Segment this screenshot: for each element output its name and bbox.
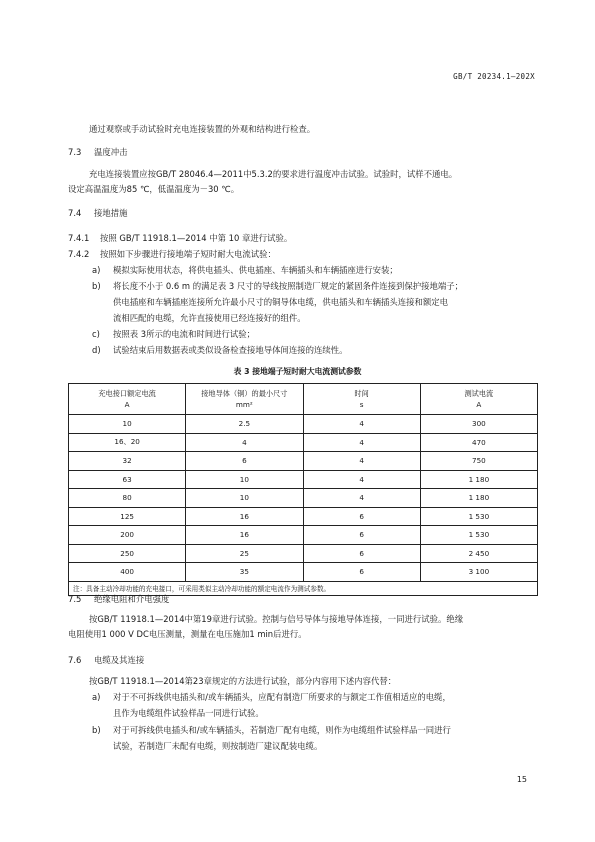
section-7-3-heading xyxy=(68,146,128,158)
clause-7-4-1 xyxy=(68,232,292,244)
table-cell: 4 xyxy=(303,415,420,434)
table-cell: 6 xyxy=(303,544,420,563)
list-mark: a) xyxy=(92,265,101,275)
section-7-6-heading xyxy=(68,654,144,666)
table-cell: 1 530 xyxy=(420,526,537,545)
list-mark: d) xyxy=(92,345,101,355)
list-item-text: 流相匹配的电缆，允许直接使用已经连接好的组件。 xyxy=(113,313,306,323)
table-cell: 32 xyxy=(69,452,186,471)
list-item-text: 将长度不小于 0.6 m 的满足表 3 尺寸的导线按照制造厂规定的紧固条件连接到保护接地端子； xyxy=(113,281,463,291)
list-item-text: 按照表 3所示的电流和时间进行试验； xyxy=(113,329,255,339)
table-row xyxy=(69,452,538,471)
list-item-text: 且作为电缆组件试验样品一同进行试验。 xyxy=(113,708,264,718)
clause-text: 按照 GB/T 11918.1—2014 中第 10 章进行试验。 xyxy=(99,233,293,243)
table-cell: 16 xyxy=(186,526,303,545)
table-cell: 200 xyxy=(69,526,186,545)
list-mark: b) xyxy=(92,281,101,291)
standard-code-header: GB/T 20234.1—202X xyxy=(453,72,535,81)
table-cell: 16、20 xyxy=(69,433,186,452)
clause-text: 按照如下步骤进行接地端子短时耐大电流试验： xyxy=(99,249,276,259)
table-cell: 10 xyxy=(69,415,186,434)
table-row xyxy=(69,507,538,526)
section-title: 绝缘电阻和介电强度 xyxy=(94,594,170,604)
table-cell: 750 xyxy=(420,452,537,471)
column-header: 接地导体（铜）的最小尺寸 mm² xyxy=(186,384,303,415)
table-row xyxy=(69,526,538,545)
section-number: 7.5 xyxy=(68,594,82,604)
table-header-row xyxy=(69,384,538,415)
list-item-text: 对于不可拆线供电插头和/或车辆插头，应配有制造厂所要求的与额定工作值相适应的电缆， xyxy=(113,692,451,702)
table-cell: 4 xyxy=(186,433,303,452)
section-number: 7.4 xyxy=(68,208,82,218)
table-cell: 125 xyxy=(69,507,186,526)
column-header: 时间 s xyxy=(303,384,420,415)
list-mark: b) xyxy=(92,725,101,735)
section-title: 接地措施 xyxy=(94,208,128,218)
list-item-text: 试验结束后用数据表或类似设备检查接地导体间连接的连续性。 xyxy=(113,345,348,355)
table-cell: 470 xyxy=(420,433,537,452)
section-number: 7.6 xyxy=(68,655,82,665)
table-3 xyxy=(68,383,538,596)
section-number: 7.3 xyxy=(68,147,82,157)
table-cell: 10 xyxy=(186,489,303,508)
column-header: 测试电流 A xyxy=(420,384,537,415)
table-cell: 4 xyxy=(303,452,420,471)
table-cell: 6 xyxy=(303,563,420,582)
table-cell: 300 xyxy=(420,415,537,434)
section-7-4-heading xyxy=(68,207,128,219)
table-row xyxy=(69,544,538,563)
list-mark: c) xyxy=(92,329,100,339)
table-row xyxy=(69,563,538,582)
section-title: 温度冲击 xyxy=(94,147,128,157)
table-cell: 35 xyxy=(186,563,303,582)
table-cell: 6 xyxy=(186,452,303,471)
table-cell: 2.5 xyxy=(186,415,303,434)
table-row xyxy=(69,433,538,452)
list-item-text: 对于可拆线供电插头和/或车辆插头，若制造厂配有电缆，则作为电缆组件试验样品一同进行 xyxy=(113,725,451,735)
table-cell: 80 xyxy=(69,489,186,508)
table-row xyxy=(69,470,538,489)
intro-paragraph: 通过观察或手动试验时充电连接装置的外观和结构进行检查。 xyxy=(89,124,316,134)
table-cell: 1 180 xyxy=(420,489,537,508)
table-cell: 16 xyxy=(186,507,303,526)
table-cell: 2 450 xyxy=(420,544,537,563)
table-cell: 25 xyxy=(186,544,303,563)
paragraph-line: 设定高温温度为85 ℃，低温温度为－30 ℃。 xyxy=(68,184,240,194)
paragraph-line: 充电连接装置应按GB/T 28046.4—2011中5.3.2的要求进行温度冲击试验。试验时，试样不通电。 xyxy=(89,169,458,179)
table-cell: 250 xyxy=(69,544,186,563)
column-header: 充电接口额定电流 A xyxy=(69,384,186,415)
paragraph-line: 按GB/T 11918.1—2014中第19章进行试验。控制与信号导体与接地导体连接，一同进行试验。绝缘 xyxy=(89,614,464,624)
section-title: 电缆及其连接 xyxy=(94,655,145,665)
table-cell: 6 xyxy=(303,507,420,526)
page-number: 15 xyxy=(516,775,527,784)
clause-7-4-2 xyxy=(68,248,276,260)
table-cell: 4 xyxy=(303,489,420,508)
table-cell: 400 xyxy=(69,563,186,582)
list-mark: a) xyxy=(92,692,101,702)
table-cell: 1 530 xyxy=(420,507,537,526)
table-caption: 表 3 接地端子短时耐大电流测试参数 xyxy=(233,367,362,376)
section-7-5-heading xyxy=(68,593,169,605)
list-item-text: 试验，若制造厂未配有电缆，则按制造厂建议配装电缆。 xyxy=(113,741,323,751)
paragraph-line: 电阻使用1 000 V DC电压测量，测量在电压施加1 min后进行。 xyxy=(68,629,307,639)
table-cell: 6 xyxy=(303,526,420,545)
paragraph-line: 按GB/T 11918.1—2014第23章规定的方法进行试验，部分内容用下述内容代替： xyxy=(89,676,397,686)
table-cell: 3 100 xyxy=(420,563,537,582)
table-cell: 4 xyxy=(303,470,420,489)
table-note: 注：具备主动冷却功能的充电接口，可采用类似主动冷却功能的额定电流作为测试参数。 xyxy=(69,581,538,595)
table-cell: 4 xyxy=(303,433,420,452)
table-cell: 63 xyxy=(69,470,186,489)
table-row xyxy=(69,489,538,508)
clause-number: 7.4.1 xyxy=(68,233,90,243)
clause-number: 7.4.2 xyxy=(68,249,90,259)
list-item-text: 模拟实际使用状态，将供电插头、供电插座、车辆插头和车辆插座进行安装； xyxy=(113,265,398,275)
list-item-text: 供电插座和车辆插座连接所允许最小尺寸的铜导体电缆，供电插头和车辆插头连接和额定电 xyxy=(113,297,448,307)
table-row xyxy=(69,415,538,434)
table-cell: 1 180 xyxy=(420,470,537,489)
table-cell: 10 xyxy=(186,470,303,489)
